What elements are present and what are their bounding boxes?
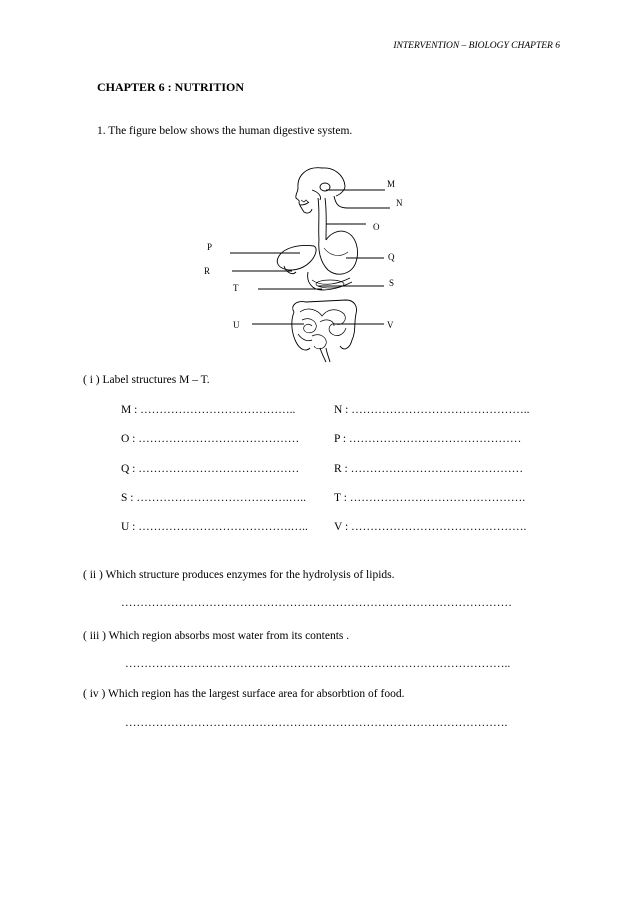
part-ii-prompt: ( ii ) Which structure produces enzymes for the hydrolysis of lipids. bbox=[83, 569, 395, 581]
part-iv-answer-line[interactable]: ………………………………………………………………………………………. bbox=[125, 717, 508, 729]
answer-V[interactable]: V : ………………………………………. bbox=[334, 521, 527, 533]
label-U: U bbox=[233, 320, 240, 330]
answer-O[interactable]: O : …………………………………… bbox=[121, 433, 300, 445]
label-O: O bbox=[373, 222, 380, 232]
part-iv-prompt: ( iv ) Which region has the largest surface area for absorbtion of food. bbox=[83, 688, 405, 700]
answer-U[interactable]: U : ………………………………….….. bbox=[121, 521, 308, 533]
part-iii-answer-line[interactable]: ……………………………………………………………………………………….. bbox=[125, 658, 511, 670]
answer-R[interactable]: R : ……………………………………… bbox=[334, 463, 524, 475]
answer-T[interactable]: T : ………………………………………. bbox=[334, 492, 526, 504]
chapter-title: CHAPTER 6 : NUTRITION bbox=[97, 80, 245, 94]
answer-M[interactable]: M : ………………………………….. bbox=[121, 404, 296, 416]
label-T: T bbox=[233, 283, 239, 293]
label-Q: Q bbox=[388, 252, 395, 262]
label-P: P bbox=[207, 242, 213, 252]
part-i-prompt: ( i ) Label structures M – T. bbox=[83, 374, 210, 386]
answer-N[interactable]: N : ……………………………………….. bbox=[334, 404, 530, 416]
answer-Q[interactable]: Q : …………………………………… bbox=[121, 463, 300, 475]
label-R: R bbox=[204, 266, 211, 276]
part-iii-prompt: ( iii ) Which region absorbs most water from its contents . bbox=[83, 630, 350, 642]
label-M: M bbox=[387, 179, 396, 189]
label-V: V bbox=[387, 320, 394, 330]
answer-P[interactable]: P : ……………………………………… bbox=[334, 433, 522, 445]
label-N: N bbox=[396, 198, 403, 208]
part-ii-answer-line[interactable]: ………………………………………………………………………………………… bbox=[121, 597, 512, 609]
page-header: INTERVENTION – BIOLOGY CHAPTER 6 bbox=[393, 41, 560, 51]
answer-S[interactable]: S : ………………………………….….. bbox=[121, 492, 306, 504]
question-1-text: 1. The figure below shows the human digestive system. bbox=[97, 125, 353, 137]
label-S: S bbox=[389, 278, 395, 288]
